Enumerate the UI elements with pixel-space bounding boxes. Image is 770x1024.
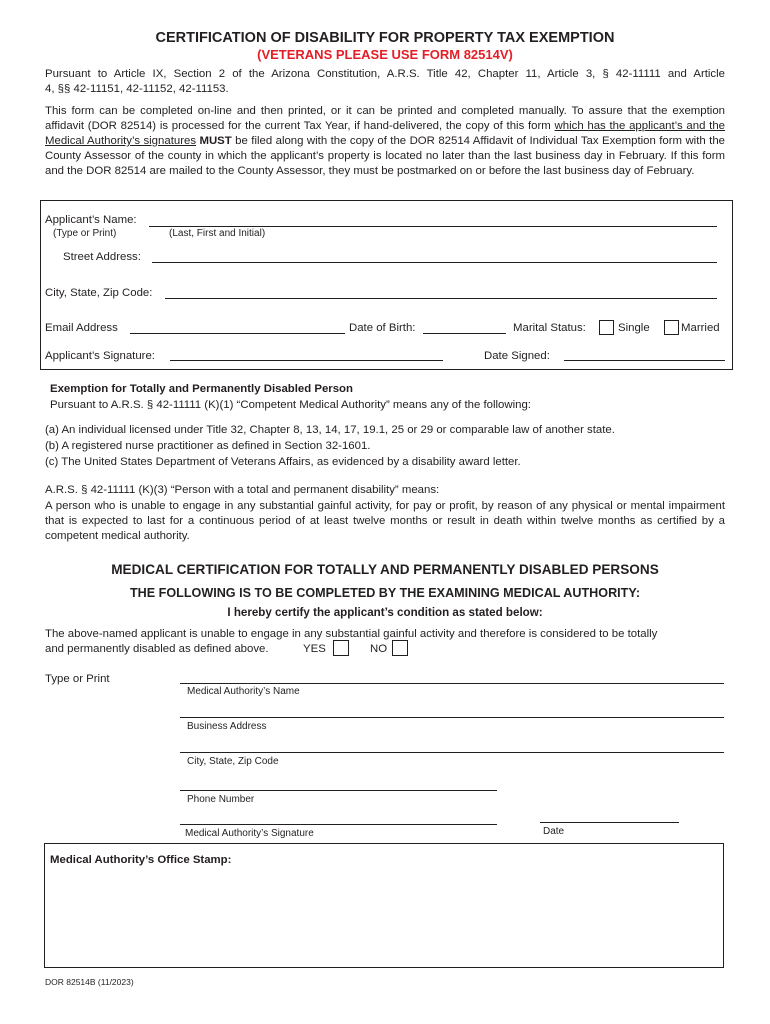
intro-must-text: MUST	[199, 135, 232, 147]
dob-field[interactable]	[423, 333, 506, 334]
competent-medical-authority-ref: Pursuant to A.R.S. § 42-11111 (K)(1) “Competent Medical Authority” means any of the following:	[50, 399, 531, 411]
type-or-print-hint: (Type or Print)	[53, 228, 117, 239]
medical-authority-name-label: Medical Authority’s Name	[187, 686, 300, 697]
type-or-print-label: Type or Print	[45, 673, 110, 685]
authority-item-a: (a) An individual licensed under Title 32, Chapter 8, 13, 14, 17, 19.1, 25 or 29 or comparable law of another state.	[45, 424, 615, 436]
medical-authority-name-field[interactable]	[180, 683, 724, 684]
applicant-name-field[interactable]	[149, 226, 717, 227]
disability-definition-ref: A.R.S. § 42-11111 (K)(3) “Person with a total and permanent disability” means:	[45, 484, 440, 496]
certify-statement: I hereby certify the applicant’s condition as stated below:	[227, 606, 543, 619]
marital-status-label: Marital Status:	[513, 322, 586, 334]
intro-text-continued: be filed along with the copy of the DOR 82514 Affidavit of Individual Tax Exemption form with the County Assessor of the county in which the applicant’s property is located no later than the last business day in February. If this form and the DOR 82514 are mailed to the County Assessor, they must be postmarked on or before the last business day of February.	[45, 135, 725, 177]
married-checkbox[interactable]	[664, 320, 679, 335]
form-subtitle: (VETERANS PLEASE USE FORM 82514V)	[257, 47, 513, 62]
authority-item-b: (b) A registered nurse practitioner as defined in Section 32-1601.	[45, 440, 371, 452]
no-label: NO	[370, 643, 388, 655]
yes-checkbox[interactable]	[333, 640, 349, 656]
phone-number-label: Phone Number	[187, 794, 255, 805]
street-address-label: Street Address:	[63, 251, 141, 263]
disability-statement-line-2: and permanently disabled as defined above.	[45, 643, 269, 655]
street-address-field[interactable]	[152, 262, 717, 263]
dob-label: Date of Birth:	[349, 322, 416, 334]
intro-text: This form can be completed on-line and then printed, or it can be printed and completed manually. To assure that the exemption affidavit (DOR 82514) is processed for the current Tax Year, if hand-delivered, the copy of this form	[45, 105, 725, 132]
office-stamp-label: Medical Authority’s Office Stamp:	[50, 854, 232, 866]
medical-signature-field[interactable]	[180, 824, 497, 825]
yes-label: YES	[303, 643, 326, 655]
date-signed-field[interactable]	[564, 360, 725, 361]
medical-date-field[interactable]	[540, 822, 679, 823]
single-label: Single	[618, 322, 650, 334]
city-state-zip-label: City, State, Zip Code:	[45, 287, 153, 299]
form-id: DOR 82514B (11/2023)	[45, 977, 134, 987]
applicant-signature-label: Applicant’s Signature:	[45, 350, 155, 362]
authority-line-1: Pursuant to Article IX, Section 2 of the Arizona Constitution, A.R.S. Title 42, Chapter 11, Article 3, § 42-11111 and Article	[45, 68, 725, 80]
medical-date-label: Date	[543, 826, 565, 837]
applicant-signature-field[interactable]	[170, 360, 443, 361]
name-format-hint: (Last, First and Initial)	[169, 228, 266, 239]
date-signed-label: Date Signed:	[484, 350, 550, 362]
disability-statement-line-1: The above-named applicant is unable to engage in any substantial gainful activity and therefore is considered to be totally	[45, 628, 658, 640]
authority-line-2: 4, §§ 42-11151, 42-11152, 42-11153.	[45, 83, 229, 95]
married-label: Married	[681, 322, 720, 334]
medical-city-state-zip-label: City, State, Zip Code	[187, 756, 279, 767]
intro-paragraph	[45, 104, 725, 179]
phone-number-field[interactable]	[180, 790, 497, 791]
medical-certification-heading: MEDICAL CERTIFICATION FOR TOTALLY AND PERMANENTLY DISABLED PERSONS	[111, 562, 659, 577]
business-address-field[interactable]	[180, 717, 724, 718]
applicant-name-label: Applicant’s Name:	[45, 214, 137, 226]
authority-item-c: (c) The United States Department of Veterans Affairs, as evidenced by a disability award letter.	[45, 456, 521, 468]
email-field[interactable]	[130, 333, 345, 334]
form-title: CERTIFICATION OF DISABILITY FOR PROPERTY TAX EXEMPTION	[155, 30, 615, 46]
medical-city-state-zip-field[interactable]	[180, 752, 724, 753]
medical-authority-instruction: THE FOLLOWING IS TO BE COMPLETED BY THE EXAMINING MEDICAL AUTHORITY:	[129, 586, 641, 600]
intro-underlined-text: which has the applicant’s and the Medical Authority’s signatures	[45, 120, 726, 147]
medical-signature-label: Medical Authority’s Signature	[185, 828, 314, 839]
no-checkbox[interactable]	[392, 640, 408, 656]
city-state-zip-field[interactable]	[165, 298, 717, 299]
business-address-label: Business Address	[187, 721, 267, 732]
disability-definition: A person who is unable to engage in any substantial gainful activity, for pay or profit, by reason of any physical or mental impairment that is expected to last for a continuous period of at least twelve months or result in death within twelve months as certified by a competent medical authority.	[45, 500, 725, 542]
exemption-heading: Exemption for Totally and Permanently Disabled Person	[50, 383, 353, 395]
single-checkbox[interactable]	[599, 320, 614, 335]
email-label: Email Address	[45, 322, 118, 334]
